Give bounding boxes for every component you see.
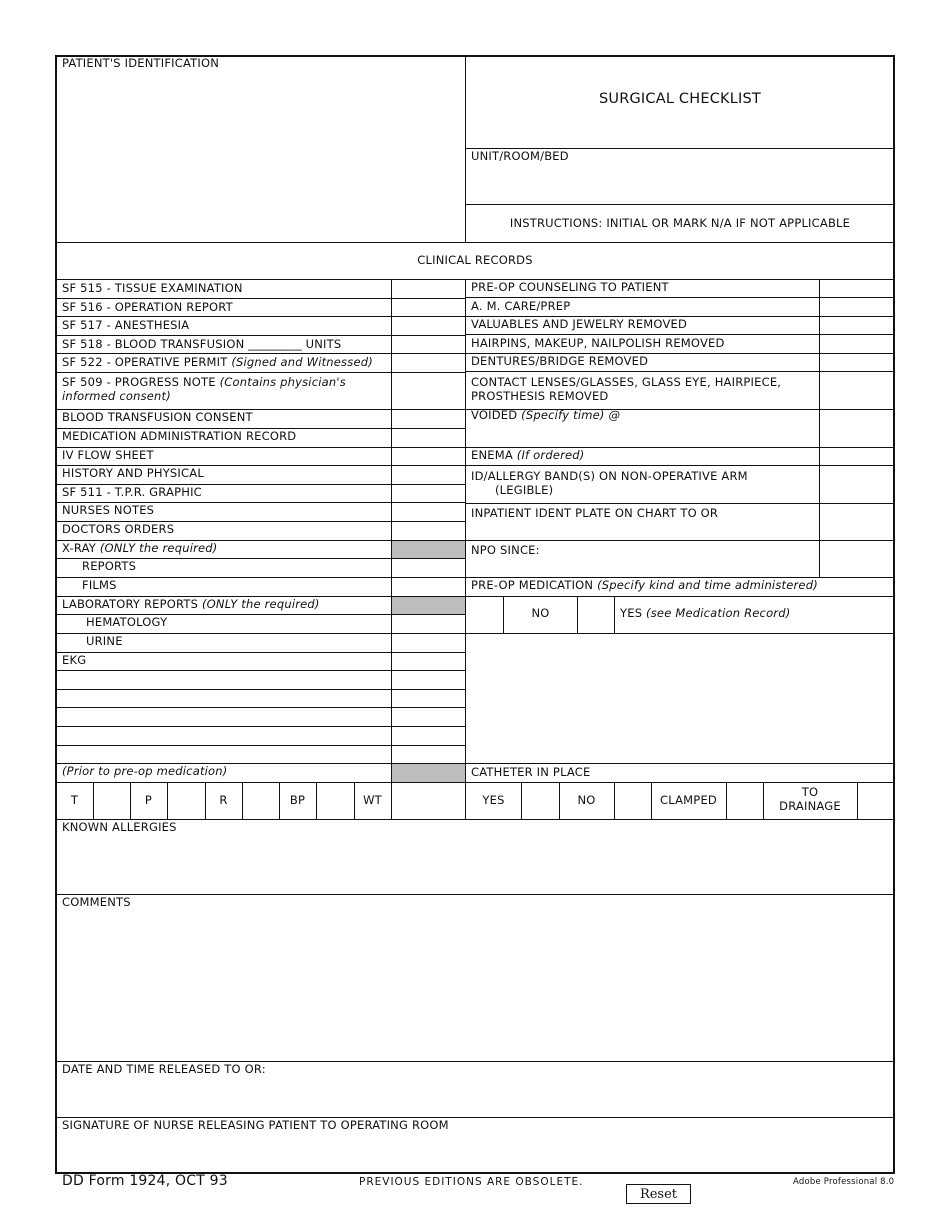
initial-field-sf518[interactable] <box>392 336 465 353</box>
prior-shaded-cell <box>392 764 465 782</box>
med-no-label: NO <box>531 606 550 620</box>
item-sf522: SF 522 - OPERATIVE PERMIT (Signed and Witnessed) <box>62 355 373 369</box>
initial-field-sf516[interactable] <box>392 299 465 316</box>
initial-field-hematology[interactable] <box>392 615 465 633</box>
med-no-checkbox[interactable] <box>466 597 503 633</box>
initial-field-sf515[interactable] <box>392 280 465 298</box>
initial-field-preop-counseling[interactable] <box>820 280 894 297</box>
npo-since-field[interactable] <box>560 541 817 577</box>
item-ident-plate: INPATIENT IDENT PLATE ON CHART TO OR <box>471 506 719 520</box>
catheter-yes-label: YES <box>482 793 505 807</box>
nurse-signature-label: SIGNATURE OF NURSE RELEASING PATIENT TO OPERATING ROOM <box>62 1118 449 1132</box>
item-enema: ENEMA (If ordered) <box>471 448 585 462</box>
med-yes-checkbox[interactable] <box>578 597 614 633</box>
known-allergies-field[interactable] <box>58 836 892 892</box>
initial-field-history[interactable] <box>392 466 465 484</box>
comments-label: COMMENTS <box>62 895 131 909</box>
vital-wt-field[interactable] <box>392 783 465 819</box>
catheter-label: CATHETER IN PLACE <box>471 765 591 779</box>
catheter-no-label: NO <box>577 793 596 807</box>
item-sf518: SF 518 - BLOOD TRANSFUSION _________ UNITS <box>62 337 342 351</box>
item-ekg: EKG <box>62 653 87 667</box>
initial-field-voided[interactable] <box>820 410 894 447</box>
extra-item-field[interactable] <box>57 727 391 745</box>
catheter-clamped-checkbox[interactable] <box>727 783 763 819</box>
header-divider <box>465 56 466 243</box>
initial-field-xray-reports[interactable] <box>392 559 465 577</box>
known-allergies-label: KNOWN ALLERGIES <box>62 820 177 834</box>
item-iv-flow: IV FLOW SHEET <box>62 448 154 462</box>
initial-field-sf511[interactable] <box>392 485 465 502</box>
initial-field-contact-lenses[interactable] <box>820 372 894 409</box>
extra-item-field[interactable] <box>57 708 391 726</box>
patient-id-label: PATIENT'S IDENTIFICATION <box>62 56 220 70</box>
item-id-allergy-band: ID/ALLERGY BAND(S) ON NON-OPERATIVE ARM <box>471 469 748 483</box>
unit-room-bed-field[interactable] <box>468 164 892 202</box>
item-med-admin: MEDICATION ADMINISTRATION RECORD <box>62 429 297 443</box>
form-title: SURGICAL CHECKLIST <box>599 91 761 107</box>
catheter-to-label: TO <box>801 785 819 799</box>
item-sf511: SF 511 - T.P.R. GRAPHIC <box>62 485 202 499</box>
item-urine: URINE <box>86 634 123 648</box>
initial-field-npo[interactable] <box>820 541 894 577</box>
item-lab-reports: LABORATORY REPORTS (ONLY the required) <box>62 597 320 611</box>
item-xray-films: FILMS <box>82 578 117 592</box>
catheter-no-checkbox[interactable] <box>615 783 651 819</box>
item-npo-since: NPO SINCE: <box>471 543 540 557</box>
vital-bp-field[interactable] <box>317 783 354 819</box>
catheter-clamped-label: CLAMPED <box>660 793 717 807</box>
instructions-text: INSTRUCTIONS: INITIAL OR MARK N/A IF NOT APPLICABLE <box>509 216 851 230</box>
extra-item-field[interactable] <box>57 690 391 707</box>
reset-button[interactable]: Reset <box>626 1184 691 1204</box>
med-yes-label: YES (see Medication Record) <box>620 606 791 620</box>
comments-field[interactable] <box>58 911 892 1059</box>
item-valuables: VALUABLES AND JEWELRY REMOVED <box>471 317 688 331</box>
item-preop-medication: PRE-OP MEDICATION (Specify kind and time administered) <box>471 578 818 592</box>
item-sf515: SF 515 - TISSUE EXAMINATION <box>62 281 243 295</box>
initial-field-med-admin[interactable] <box>392 429 465 447</box>
vital-p-label: P <box>144 793 153 807</box>
item-id-allergy-band-line2: (LEGIBLE) <box>495 483 554 497</box>
initial-field-iv-flow[interactable] <box>392 448 465 465</box>
item-sf516: SF 516 - OPERATION REPORT <box>62 300 233 314</box>
initial-field-am-care[interactable] <box>820 298 894 316</box>
vital-r-field[interactable] <box>243 783 279 819</box>
vital-t-field[interactable] <box>94 783 130 819</box>
initial-field-hairpins[interactable] <box>820 335 894 353</box>
xray-shaded-cell <box>392 541 465 558</box>
initial-field-ekg[interactable] <box>392 653 465 670</box>
nurse-signature-field[interactable] <box>58 1134 892 1171</box>
initial-field-sf509[interactable] <box>392 373 465 409</box>
initial-field-id-band[interactable] <box>820 466 894 503</box>
vital-r-label: R <box>219 793 228 807</box>
item-voided: VOIDED (Specify time) @ <box>471 408 621 422</box>
initial-field-blood-consent[interactable] <box>392 410 465 428</box>
item-nurses-notes: NURSES NOTES <box>62 503 155 517</box>
extra-item-field[interactable] <box>57 746 391 763</box>
initial-field-nurses-notes[interactable] <box>392 503 465 521</box>
initial-field-enema[interactable] <box>820 448 894 465</box>
initial-field-sf522[interactable] <box>392 354 465 372</box>
vital-wt-label: WT <box>363 793 382 807</box>
item-sf509: SF 509 - PROGRESS NOTE (Contains physician's <box>62 375 346 389</box>
item-sf509-line2: informed consent) <box>62 389 171 403</box>
initial-field-doctors-orders[interactable] <box>392 522 465 540</box>
voided-time-field[interactable] <box>467 425 817 445</box>
item-xray: X-RAY (ONLY the required) <box>62 541 218 555</box>
lab-shaded-cell <box>392 597 465 614</box>
extra-item-field[interactable] <box>57 671 391 689</box>
initial-field-valuables[interactable] <box>820 317 894 334</box>
form-id: DD Form 1924, OCT 93 <box>62 1173 228 1189</box>
medication-details-field[interactable] <box>467 635 893 762</box>
item-sf517: SF 517 - ANESTHESIA <box>62 318 190 332</box>
initial-field-sf517[interactable] <box>392 317 465 335</box>
item-hairpins: HAIRPINS, MAKEUP, NAILPOLISH REMOVED <box>471 336 725 350</box>
item-hematology: HEMATOLOGY <box>86 615 168 629</box>
patient-id-field[interactable] <box>58 72 462 240</box>
vital-t-label: T <box>70 793 79 807</box>
item-preop-counseling: PRE-OP COUNSELING TO PATIENT <box>471 280 669 294</box>
released-to-or-label: DATE AND TIME RELEASED TO OR: <box>62 1062 266 1076</box>
released-to-or-field[interactable] <box>58 1078 892 1115</box>
item-contact-lenses: CONTACT LENSES/GLASSES, GLASS EYE, HAIRPIECE, <box>471 375 782 389</box>
catheter-drainage-label: DRAINAGE <box>779 799 841 813</box>
catheter-yes-checkbox[interactable] <box>522 783 559 819</box>
vital-p-field[interactable] <box>168 783 205 819</box>
obsolete-notice: PREVIOUS EDITIONS ARE OBSOLETE. <box>359 1176 584 1188</box>
initial-field-dentures[interactable] <box>820 354 894 371</box>
item-contact-lenses-line2: PROSTHESIS REMOVED <box>471 389 609 403</box>
unit-room-bed-label: UNIT/ROOM/BED <box>471 149 569 163</box>
initial-field-xray-films[interactable] <box>392 578 465 596</box>
item-am-care: A. M. CARE/PREP <box>471 299 571 313</box>
item-dentures: DENTURES/BRIDGE REMOVED <box>471 354 649 368</box>
item-history-physical: HISTORY AND PHYSICAL <box>62 466 204 480</box>
item-blood-consent: BLOOD TRANSFUSION CONSENT <box>62 410 253 424</box>
initial-field-ident-plate[interactable] <box>820 504 894 540</box>
vital-bp-label: BP <box>289 793 306 807</box>
catheter-drainage-checkbox[interactable] <box>858 783 894 819</box>
adobe-version: Adobe Professional 8.0 <box>793 1177 895 1187</box>
item-xray-reports: REPORTS <box>82 559 137 573</box>
initial-field-urine[interactable] <box>392 634 465 652</box>
prior-to-preop-label: (Prior to pre-op medication) <box>62 764 228 778</box>
clinical-records-heading: CLINICAL RECORDS <box>417 253 533 267</box>
item-doctors-orders: DOCTORS ORDERS <box>62 522 175 536</box>
